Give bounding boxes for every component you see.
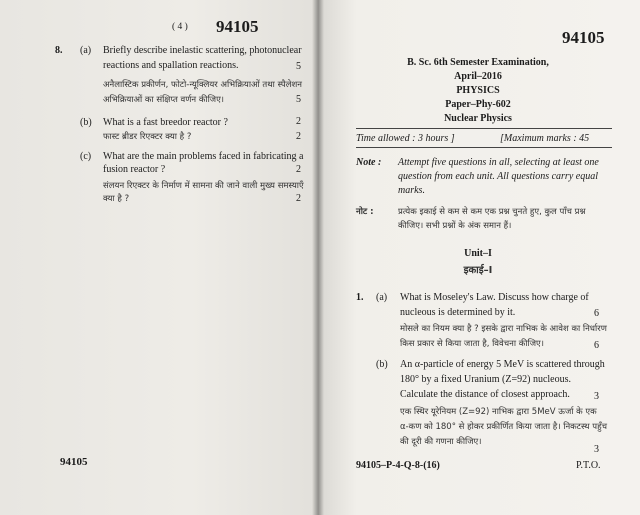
question-text: reactions and spallation reactions. xyxy=(103,60,239,71)
hindi-note-text: प्रत्येक इकाई से कम से कम एक प्रश्न चुनते हुए, कुल पाँच प्रश्न xyxy=(398,207,586,217)
marks: 3 xyxy=(594,391,599,402)
question-text: Briefly describe inelastic scattering, photonuclear xyxy=(103,45,302,56)
paper-code-header: 94105 xyxy=(216,17,259,36)
question-text: 180° by a fixed Uranium (Z=92) nucleous. xyxy=(400,374,571,385)
marks: 5 xyxy=(296,61,301,72)
part-label: (b) xyxy=(376,359,388,370)
question-text: What are the main problems faced in fabricating a xyxy=(103,151,304,162)
part-label: (b) xyxy=(80,117,92,128)
hindi-text: एक स्थिर यूरेनियम (Z=92) नाभिक द्वारा 5MeV ऊर्जा के एक xyxy=(400,407,597,417)
hindi-text: फास्ट ब्रीडर रिएक्टर क्या है ? xyxy=(103,132,192,142)
note-text: marks. xyxy=(398,185,425,196)
time-allowed: Time allowed : 3 hours ] xyxy=(356,133,455,144)
paper-code-header: 94105 xyxy=(562,28,605,47)
part-label: (c) xyxy=(80,151,92,162)
exam-session: April–2016 xyxy=(454,71,502,82)
footer-code: 94105 xyxy=(60,456,88,468)
question-text: An α-particle of energy 5 MeV is scattered through xyxy=(400,359,605,370)
hindi-text: क्या है ? xyxy=(103,194,130,204)
footer-code: 94105–P-4-Q-8-(16) xyxy=(356,460,440,471)
marks: 2 xyxy=(296,193,301,204)
hindi-note-text: कीजिए। सभी प्रश्नों के अंक समान हैं। xyxy=(398,221,512,231)
hindi-text: की दूरी की गणना कीजिए। xyxy=(400,437,482,447)
question-text: fusion reactor ? xyxy=(103,164,166,175)
unit-heading: Unit–I xyxy=(464,248,492,259)
hindi-text: अभिक्रियाओं का संक्षिप्त वर्णन कीजिए। xyxy=(103,95,225,105)
question-text: Calculate the distance of closest approach. xyxy=(400,389,570,400)
part-label: (a) xyxy=(376,292,388,303)
divider xyxy=(356,147,612,148)
paper: Paper–Phy-602 xyxy=(445,99,511,110)
note-text: Attempt five questions in all, selecting at least one xyxy=(398,157,599,168)
footer-pto: P.T.O. xyxy=(576,460,601,471)
book-gutter xyxy=(312,0,324,515)
paper-title: Nuclear Physics xyxy=(444,113,512,124)
marks: 6 xyxy=(594,340,599,351)
subject: PHYSICS xyxy=(456,85,500,96)
page-marker: ( 4 ) xyxy=(172,22,188,32)
left-page xyxy=(0,0,318,515)
hindi-text: संलयन रिएक्टर के निर्माण में सामना की जाने वाली मुख्य समस्याएँ xyxy=(103,181,304,191)
question-number: 8. xyxy=(55,45,63,56)
marks: 2 xyxy=(296,164,301,175)
note-text: question from each unit. All questions carry equal xyxy=(398,171,598,182)
marks: 3 xyxy=(594,444,599,455)
divider xyxy=(356,128,612,129)
marks: 2 xyxy=(296,131,301,142)
exam-title: B. Sc. 6th Semester Examination, xyxy=(407,57,549,68)
marks: 2 xyxy=(296,116,301,127)
question-text: nucleous is determined by it. xyxy=(400,307,516,318)
note-label: Note : xyxy=(356,157,382,168)
question-number: 1. xyxy=(356,292,364,303)
marks: 5 xyxy=(296,94,301,105)
question-text: What is Moseley's Law. Discuss how charge of xyxy=(400,292,589,303)
hindi-text: मोसले का नियम क्या है ? इसके द्वारा नाभिक के आवेश का निर्धारण xyxy=(400,324,607,334)
part-label: (a) xyxy=(80,45,92,56)
unit-heading-hindi: इकाई–I xyxy=(463,265,493,276)
hindi-text: α-कण को 180° से होकर प्रकीर्णित किया जाता है। निकटस्थ पहुँच xyxy=(400,422,607,432)
hindi-note-label: नोट : xyxy=(356,207,374,217)
question-text: What is a fast breedor reactor ? xyxy=(103,117,228,128)
max-marks: [Maximum marks : 45 xyxy=(500,133,590,144)
hindi-text: अनैलास्टिक प्रकीर्णन, फोटो-न्यूक्लियर अभिक्रियाओं तथा स्पैलेशन xyxy=(103,80,302,90)
hindi-text: किस प्रकार से किया जाता है, विवेचना कीजिए। xyxy=(400,339,544,349)
marks: 6 xyxy=(594,308,599,319)
right-page xyxy=(318,0,640,515)
